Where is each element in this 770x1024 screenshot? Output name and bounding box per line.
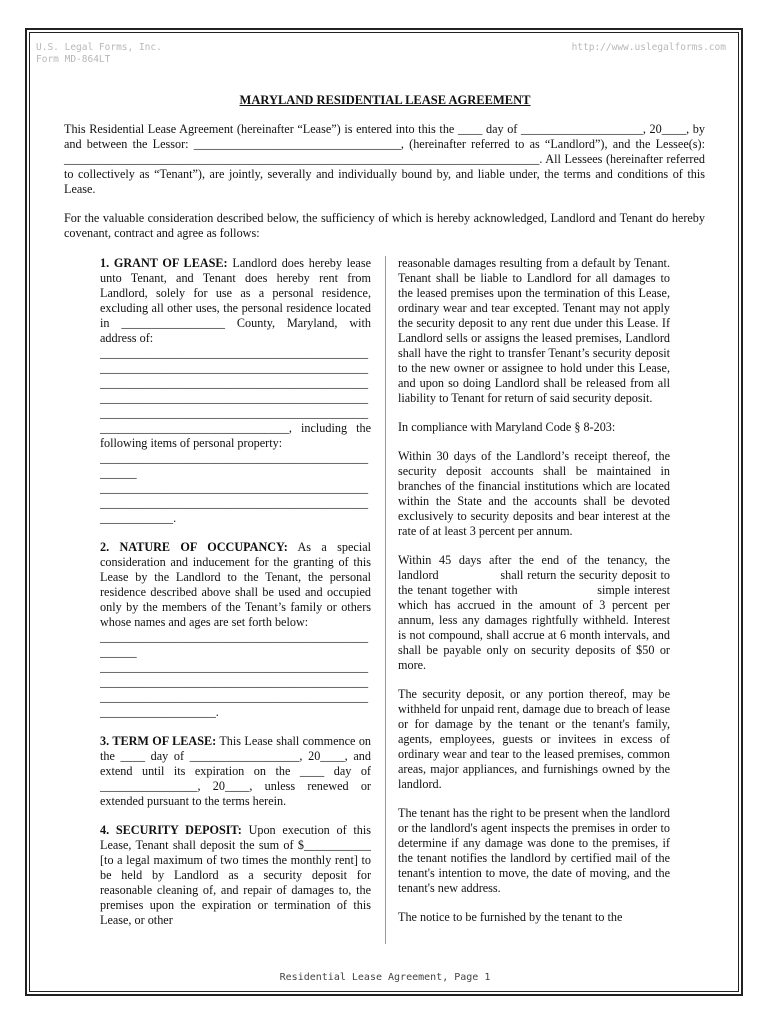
page-footer: Residential Lease Agreement, Page 1: [279, 972, 491, 983]
inspection-paragraph: The tenant has the right to be present when the landlord or the landlord's agent inspects the premises in order to determine if any damage was done to the premises, if the tenant notifies the landlord by certified mail of the tenant's intention to move, the date of moving, and the tenant's new address.: [398, 806, 670, 895]
section-1-text: Landlord does hereby lease unto Tenant, and Tenant does hereby rent from Landlord, solely for use as a personal residence, excluding all other uses, the personal residence located in _________________ County, Maryland, with address of:: [100, 256, 371, 345]
company-name: U.S. Legal Forms, Inc.: [36, 42, 162, 53]
section-3-heading: 3. TERM OF LEASE:: [100, 734, 217, 748]
property-line-2: ______: [100, 466, 137, 480]
occupant-line-2: ______: [100, 645, 137, 659]
occupant-line-1: ____________________________________________: [100, 630, 369, 644]
address-line-5: ____________________________________________: [100, 406, 369, 420]
property-line-5: ____________.: [100, 511, 177, 525]
right-column: [398, 256, 674, 939]
section-4-heading: 4. SECURITY DEPOSIT:: [100, 823, 242, 837]
property-line-3: ____________________________________________: [100, 481, 369, 495]
header-url[interactable]: http://www.uslegalforms.com: [571, 42, 726, 53]
address-line-3: ____________________________________________: [100, 376, 369, 390]
document-title: MARYLAND RESIDENTIAL LEASE AGREEMENT: [239, 93, 531, 107]
intro-paragraph-2: For the valuable consideration described below, the sufficiency of which is hereby acknowledged, Landlord and Tenant do hereby covenant, contract and agree as follows:: [64, 211, 705, 240]
occupant-line-4: ____________________________________________: [100, 675, 369, 689]
section-security-deposit: [100, 823, 371, 928]
section-4-text: Upon execution of this Lease, Tenant shall deposit the sum of $___________ [to a legal maximum of two times the monthly rent] to be held by Landlord as a security deposit for reasonable cleaning of, and repair of damages to, the premises upon the expiration or termination of this Lease, or other: [100, 823, 371, 927]
deposit-continued-paragraph: reasonable damages resulting from a default by Tenant. Tenant shall be liable to Landlord for all damages to the leased premises upon the termination of this Lease, ordinary wear and tear excepted. Tenant may not apply the security deposit to any rent due under this Lease. If Landlord sells or assigns the leased premises, Landlord shall have the right to transfer Tenant’s security deposit to the new owner or assignee to hold under this Lease, and upon so doing Landlord shall be released from all liability to Tenant for return of said security deposit.: [398, 256, 670, 405]
address-line-2: ____________________________________________: [100, 361, 369, 375]
including-text: _______________________________, including the following items of personal property:: [100, 421, 371, 450]
section-term-of-lease: [100, 734, 371, 809]
notice-paragraph: The notice to be furnished by the tenant to the: [398, 910, 623, 924]
form-id: Form MD-864LT: [36, 54, 111, 65]
occupant-line-6: ___________________.: [100, 705, 219, 719]
section-nature-of-occupancy: [100, 540, 371, 720]
header-left: [36, 42, 162, 66]
address-line-1: ____________________________________________: [100, 346, 369, 360]
address-line-4: ____________________________________________: [100, 391, 369, 405]
section-2-text: As a special consideration and inducement for the granting of this Lease by the Landlord to the Tenant, the personal residence described above shall be used and occupied only by the members of the Tenant’s family or others whose names and ages are set forth below:: [100, 540, 371, 629]
maryland-code-paragraph: In compliance with Maryland Code § 8-203:: [398, 420, 616, 434]
section-2-heading: 2. NATURE OF OCCUPANCY:: [100, 540, 288, 554]
occupant-line-3: ____________________________________________: [100, 660, 369, 674]
column-divider: [385, 256, 386, 944]
withholding-paragraph: The security deposit, or any portion thereof, may be withheld for unpaid rent, damage due to breach of lease or for damage by the tenant or the tenant's family, agents, employees, guests or invitees in excess of ordinary wear and tear to the leased premises, common areas, major appliances, and furnishings owned by the landlord.: [398, 687, 670, 791]
property-line-1: ____________________________________________: [100, 451, 369, 465]
occupant-line-5: ____________________________________________: [100, 690, 369, 704]
thirty-days-paragraph: Within 30 days of the Landlord’s receipt thereof, the security deposit accounts shall be maintained in branches of the financial institutions which are located within the State and the accounts shall be devoted exclusively to security deposits and bear interest at the rate of at least 3 percent per annum.: [398, 449, 670, 538]
property-line-4: ____________________________________________: [100, 496, 369, 510]
intro-section: [64, 122, 705, 241]
forty-five-days-paragraph: Within 45 days after the end of the tenancy, the landlord shall return the security deposit to the tenant together with simple interest which has accrued in the amount of 3 percent per annum, less any damages rightfully withheld. Interest is not compound, shall accrue at 6 month intervals, and shall be payable only on security deposits of $50 or more.: [398, 553, 674, 672]
section-3-text: This Lease shall commence on the ____ day of __________________, 20____, and extend until its expiration on the ____ day of ________________, 20____, unless renewed or extended pursuant to the terms herein.: [100, 734, 372, 808]
section-grant-of-lease: [100, 256, 371, 526]
intro-paragraph-1: This Residential Lease Agreement (hereinafter “Lease”) is entered into this the ____ day of ____________________, 20____, by and between the Lessor: __________________________________, (hereinafter referred to as “Landlord”), and the Lessee(s): ______________________________________________________________________________. All Lessees (hereinafter referred to collectively as “Tenant”), are jointly, severally and individually bound by, and liable under, the terms and conditions of this Lease.: [64, 122, 705, 196]
left-column: [100, 256, 371, 942]
section-1-heading: 1. GRANT OF LEASE:: [100, 256, 228, 270]
